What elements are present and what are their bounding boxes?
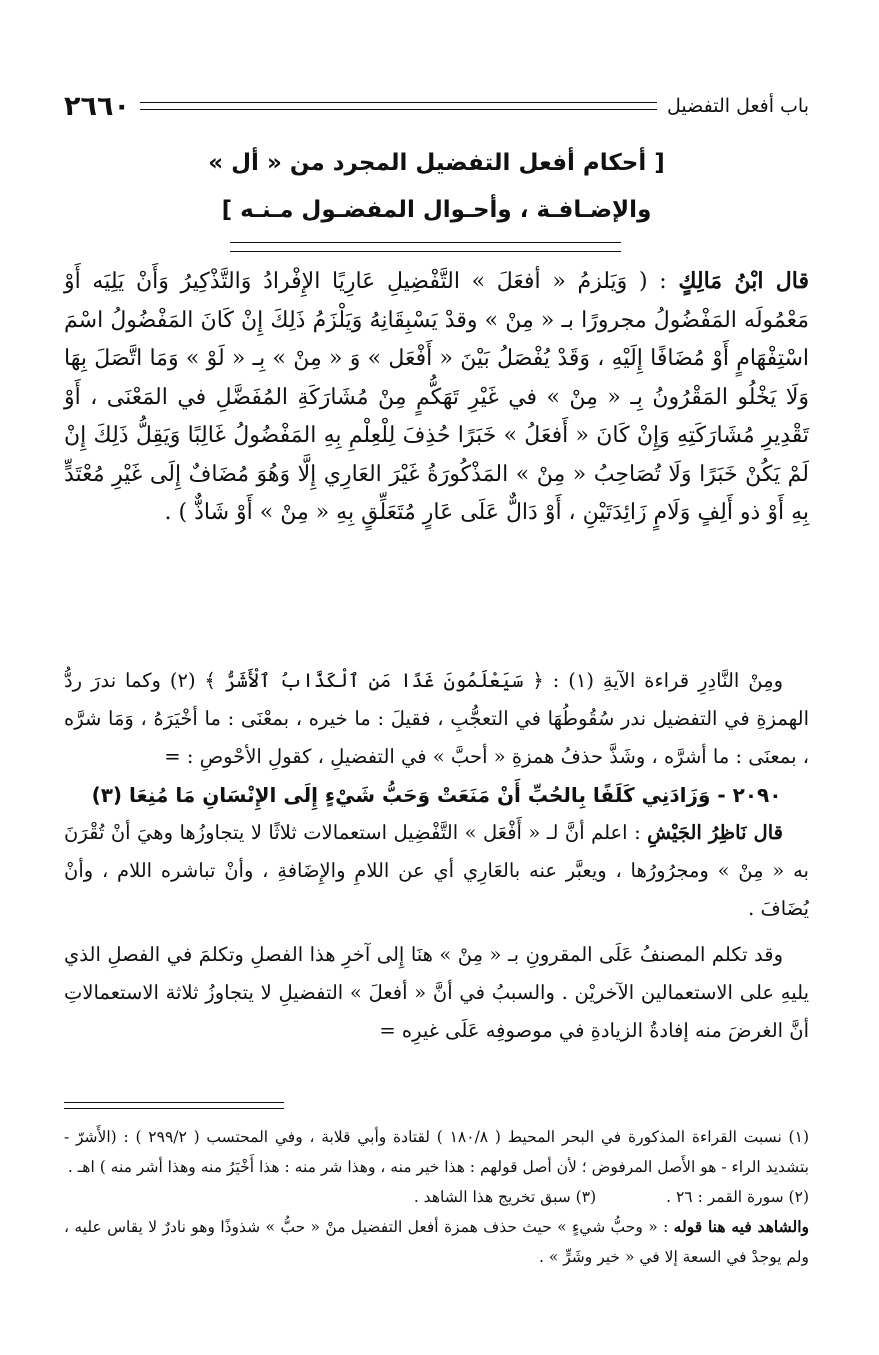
footnotes: [64, 1122, 809, 1272]
commentary-paragraph-1-text: ومِنْ النَّادِرِ قراءة الآيةِ (١) : ﴿ سَيَعْلَمُونَ غَدًا مَنِ ٱلْكَذَّابُ ٱلْأَشَرُّ ﴾ (٢) وكما ندرَ ردُّ الهمزةِ في التفضيل ندر سُقُوطُهَا في التعجُّبِ ، فقيلَ : ما خيره ، بمعْنَى : ما أخْيَرَهُ ، وَمَا شرَّه ، بمعنَى : ما أشرَّه ، وشَذَّ حذفُ همزةِ « أحبَّ » في التفضيلِ ، كقولِ الأحْوصِ :: [64, 669, 809, 768]
page-header: [64, 88, 809, 124]
commentary-paragraph-1: [64, 662, 809, 776]
footnote-rule: [64, 1102, 284, 1103]
main-text-body: : ( وَيَلزمُ « أفعَلَ » التَّفْضِيلِ عَارِيًا الإِفْرادُ وَالتَّذْكِيرُ وَأَنْ يَلِيَه أَوْ مَعْمُولَه المَفْضُولُ مجرورًا بـ « مِنْ » وقدْ يَسْبِقَانِهُ وَيَلْزَمُ ذَلِكَ إِنْ كَانَ المَفْضُولُ اسْمَ اسْتِفْهَامٍ أَوْ مُضَافًا إِلَيْهِ ، وَقَدْ يُفْصَلُ بَيْنَ « أَفْعَل » وَ « مِنْ » بِـ « لَوْ » وَمَا اتَّصَلَ بِهَا وَلَا يَخْلُو المَقْرُونُ بِـ « مِنْ » في غَيْرِ تَهَكُّمٍ مِنْ مُشَارَكَةِ المُفَضَّلِ في المَعْنَى ، أَوْ تَقْدِيرِ مُشَارَكَتِهِ وَإِنْ كَانَ « أَفعَلُ » خَبَرًا حُذِفَ لِلْعِلْمِ بِهِ المَفْضُولُ غَالِبًا وَيَقِلُّ ذَلِكَ إِنْ لَمْ يَكُنْ خَبَرًا وَلَا تُصَاحِبُ « مِنْ » المَذْكُورَةُ غَيْرَ العَارِي إِلَّا وَهُوَ مُضَافٌ إِلَى غَيْرِ مُعْتَدٍّ بِهِ أَوْ ذو أَلِفٍ وَلَامٍ زَائِدَتَيْنِ ، أَوْ دَالٌّ عَلَى عَارٍ مُتَعَلِّقٍ بِهِ « مِنْ » أَوْ شَاذٌّ ) .: [64, 269, 809, 525]
section-heading-line-1: [ أحكام أفعل التفضيل المجرد من « أل »: [208, 150, 665, 176]
section-heading-line-2: والإضـافـة ، وأحـوال المفضـول مـنـه ]: [221, 197, 652, 223]
main-paragraph: [64, 262, 809, 533]
footnote-shahid: [64, 1212, 809, 1272]
commentary-paragraph-2: [64, 814, 809, 928]
continuation-mark: =: [164, 745, 181, 768]
commentary-paragraph-3: وقد تكلم المصنفُ عَلَى المقرونِ بـ « مِنْ » هنَا إِلى آخرِ هذا الفصلِ وتكلمَ في الفصلِ الذي يليهِ على الاستعمالين الآخريْن . والسببُ في أنَّ « أفعلَ » التفضيلِ لا يتجاوزُ ثلاثة الاستعمالاتِ أنَّ الغرضَ منه إفادةُ الزيادةِ في موصوفِه عَلَى غيرِه =: [64, 943, 809, 1042]
verse-line: ٢٠٩٠ - وَزَادَنِي كَلَفًا بِالحُبِّ أَنْ مَنَعَتْ وَحَبُّ شَيْءٍ إِلَى الإِنْسَانِ مَا مُنِعَا (٣): [91, 783, 782, 807]
speaker-ibn-malik: قال ابْنُ مَالِكٍ: [678, 268, 809, 294]
footnote-3: (٣) سبق تخريج هذا الشاهد .: [413, 1188, 597, 1206]
main-text: [64, 262, 809, 533]
footnote-shahid-text: : « وحبُّ شيءٍ » حيث حذف همزة أفعل التفضيل منْ « حبُّ » شذوذًا وهو نادرٌ لا يقاس عليه ، ولم يوجدْ في السعة إلا في « خير وشَرٍّ » .: [64, 1218, 809, 1266]
paragraph-gap: [64, 928, 809, 936]
footnote-shahid-label: والشاهد فيه هنا قوله: [673, 1217, 809, 1236]
running-title: باب أفعل التفضيل: [667, 95, 809, 117]
speaker-nazir-al-jaysh: قال نَاظِرُ الجَيْشِ: [647, 821, 783, 844]
footnote-row-2-3: [64, 1182, 809, 1212]
footnote-1: (١) نسبت القراءة المذكورة في البحر المحيط ( ١٨٠/٨ ) لقتادة وأبي قلابة ، وفي المحتسب ( ٢٩٩/٢ ) : (الأَشرّ - بتشديد الراء - هو الأَصل المرفوض ؛ لأن أصل قولهم : هذا خير منه ، وهذا شر منه : هذا أَخْيَرُ منه وهذا أشر منه ) اهـ .: [64, 1128, 809, 1176]
heading-double-rule: [230, 242, 621, 252]
footnote-2: (٢) سورة القمر : ٢٦ .: [666, 1188, 809, 1206]
commentary-paragraph-2-text: : اعلم أنَّ لـ « أَفْعَل » التَّفْضِيل استعمالات ثلاثًا لا يتجاوزُها وهيَ أنْ تُقْرَنَ به « مِنْ » ومجرُورُها ، ويعبَّر عنه بالعَارِي أي عن اللامِ والإِضَافةِ ، وأنْ تباشره اللام ، وأنْ يُضَافَ .: [64, 821, 809, 920]
page-number: ٢٦٦٠: [64, 90, 130, 122]
header-rule: [140, 102, 657, 110]
footnote-rule-second: [64, 1108, 284, 1109]
commentary: [64, 662, 809, 1050]
